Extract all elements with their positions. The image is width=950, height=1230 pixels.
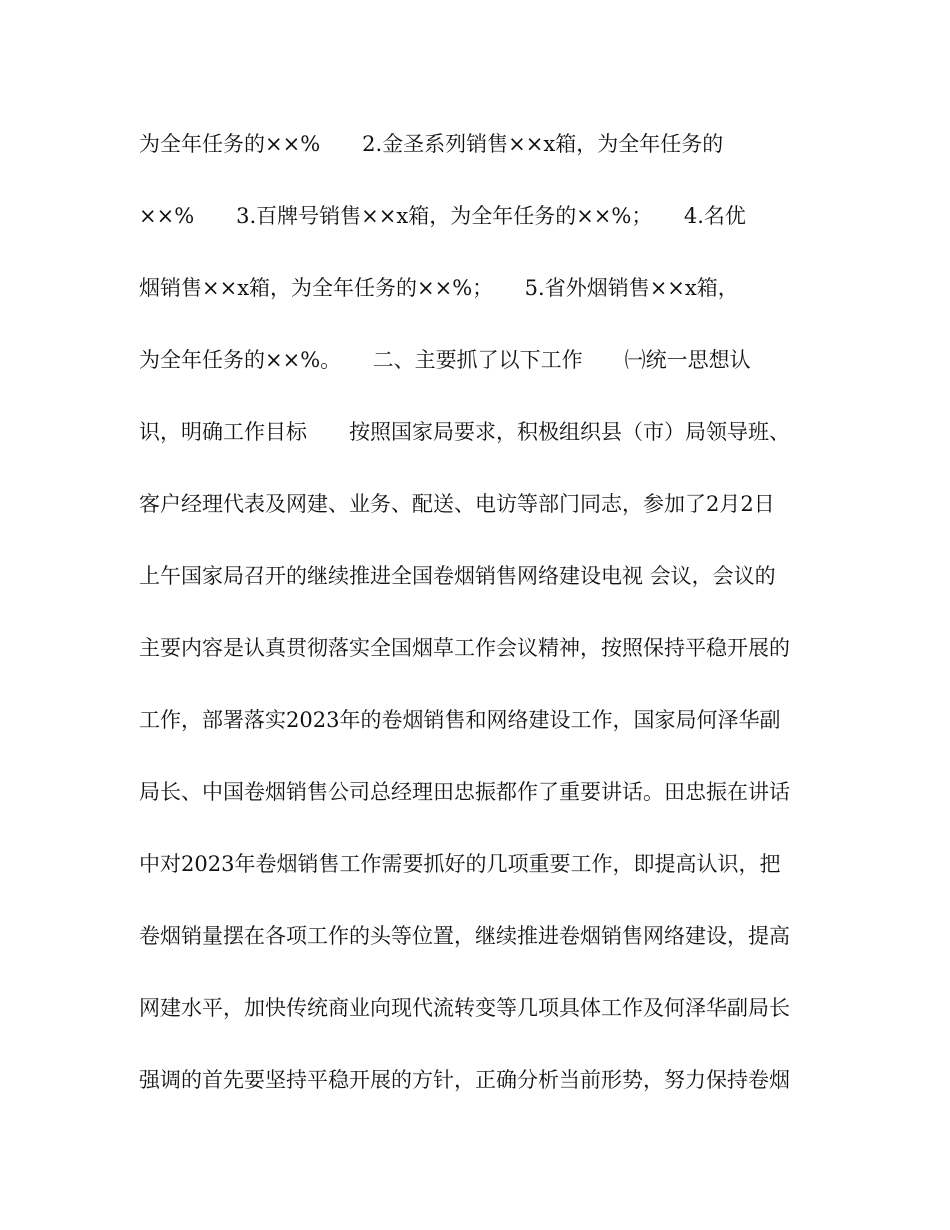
body-text-line: 强调的首先要坚持平稳开展的方针，正确分析当前形势，努力保持卷烟 — [139, 1068, 790, 1092]
body-text-line: 中对2023年卷烟销售工作需要抓好的几项重要工作，即提高认识，把 — [139, 852, 781, 876]
body-text-line: 为全年任务的××%。 二、主要抓了以下工作 ㈠统一思想认 — [139, 348, 751, 372]
body-text-line: 卷烟销量摆在各项工作的头等位置，继续推进卷烟销售网络建设，提高 — [139, 924, 790, 948]
body-text-line: 局长、中国卷烟销售公司总经理田忠振都作了重要讲话。田忠振在讲话 — [139, 780, 790, 804]
body-text-line: 上午国家局召开的继续推进全国卷烟销售网络建设电视 会议，会议的 — [139, 564, 776, 588]
body-text-line: 主要内容是认真贯彻落实全国烟草工作会议精神，按照保持平稳开展的 — [139, 636, 790, 660]
body-text-line: ××% 3.百牌号销售××x箱，为全年任务的××%； 4.名优 — [139, 204, 746, 228]
body-text-line: 网建水平，加快传统商业向现代流转变等几项具体工作及何泽华副局长 — [139, 996, 790, 1020]
body-text-line: 客户经理代表及网建、业务、配送、电访等部门同志，参加了2月2日 — [139, 492, 775, 516]
body-text-line: 工作，部署落实2023年的卷烟销售和网络建设工作，国家局何泽华副 — [139, 708, 781, 732]
body-text-line: 为全年任务的××% 2.金圣系列销售××x箱，为全年任务的 — [139, 132, 724, 156]
body-text-line: 识，明确工作目标 按照国家局要求，积极组织县（市）局领导班、 — [139, 420, 790, 444]
body-text-line: 烟销售××x箱，为全年任务的××%； 5.省外烟销售××x箱， — [139, 276, 739, 300]
